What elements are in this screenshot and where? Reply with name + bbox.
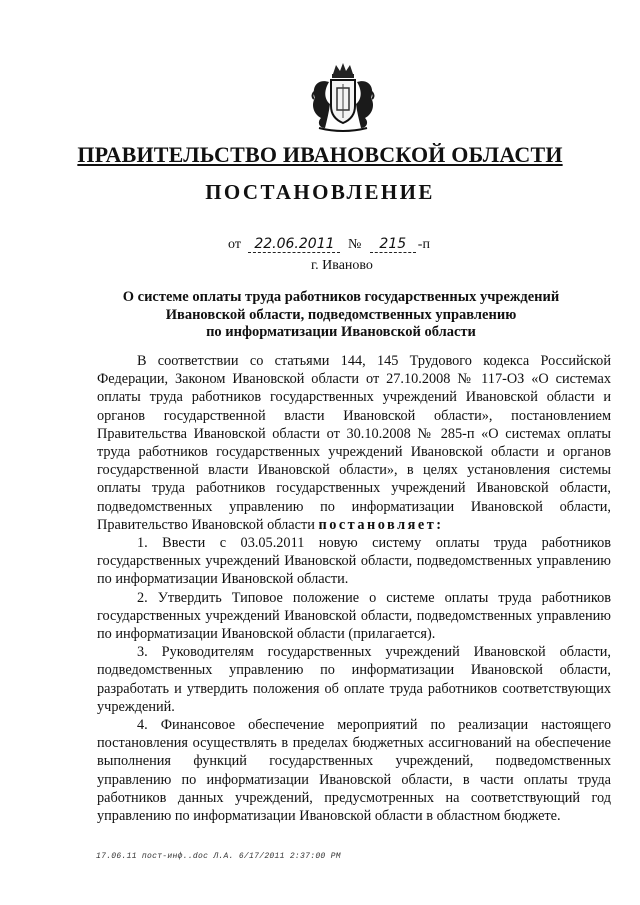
date-number-line xyxy=(228,237,430,253)
clause-3: 3. Руководителям государственных учреждений Ивановской области, подведомственных управлению по информатизации Ивановской области, разработать и утвердить положения об оплате труда работников соответствующих учреждений. xyxy=(97,644,611,715)
document-subject xyxy=(96,289,586,342)
handwritten-number: 215 xyxy=(370,237,416,253)
date-prefix: от xyxy=(228,237,241,252)
document-type-title: ПОСТАНОВЛЕНИЕ xyxy=(205,180,435,204)
clause-1: 1. Ввести с 03.05.2011 новую систему оплаты труда работников государственных учреждений Ивановской области, подведомственных управлению по информатизации Ивановской области. xyxy=(97,535,611,588)
clause-4: 4. Финансовое обеспечение мероприятий по реализации настоящего постановления осуществлять в пределах бюджетных ассигнований на обеспечение выполнения функций государственных учреждений, подведомственных управлению по информатизации Ивановской области, в части оплаты труда работников данных учреждений, предусмотренных на соответствующий год управлению по информатизации Ивановской области в областном бюджете. xyxy=(97,717,611,825)
government-title: ПРАВИТЕЛЬСТВО ИВАНОВСКОЙ ОБЛАСТИ xyxy=(77,142,563,167)
file-footer: 17.06.11 пост-инф..doc Л.А. 6/17/2011 2:37:00 PM xyxy=(96,852,341,861)
number-suffix: -п xyxy=(417,237,430,252)
subject-line: О системе оплаты труда работников государственных учреждений xyxy=(122,289,560,305)
subject-line: по информатизации Ивановской области xyxy=(206,324,476,340)
preamble-text: В соответствии со статьями 144, 145 Трудового кодекса Российской Федерации, Законом Ивановской области от 27.10.2008 № 117-ОЗ «О системах оплаты труда работников государственных учреждений Ивановской области и органов государственной власти Ивановской области», постановлением Правительства Ивановской области от 30.10.2008 № 285-п «О системах оплаты труда работников государственных учреждений Ивановской области и органов государственной власти Ивановской области», в целях установления системы оплаты труда работников государственных учреждений Ивановской области, подведомственных управлению по информатизации Ивановской области, Правительство Ивановской области xyxy=(97,353,611,533)
preamble-paragraph xyxy=(97,352,611,534)
number-sign: № xyxy=(347,237,362,252)
handwritten-date: 22.06.2011 xyxy=(248,237,340,253)
clause-2: 2. Утвердить Типовое положение о системе оплаты труда работников государственных учреждений Ивановской области, подведомственных управлению по информатизации Ивановской области (прилагается). xyxy=(97,589,611,643)
subject-line: Ивановской области, подведомственных управлению xyxy=(165,306,517,323)
resolves-word: постановляет: xyxy=(318,516,444,533)
document-body xyxy=(97,352,611,825)
city-line: г. Иваново xyxy=(311,258,373,273)
coat-of-arms-icon xyxy=(303,60,383,134)
